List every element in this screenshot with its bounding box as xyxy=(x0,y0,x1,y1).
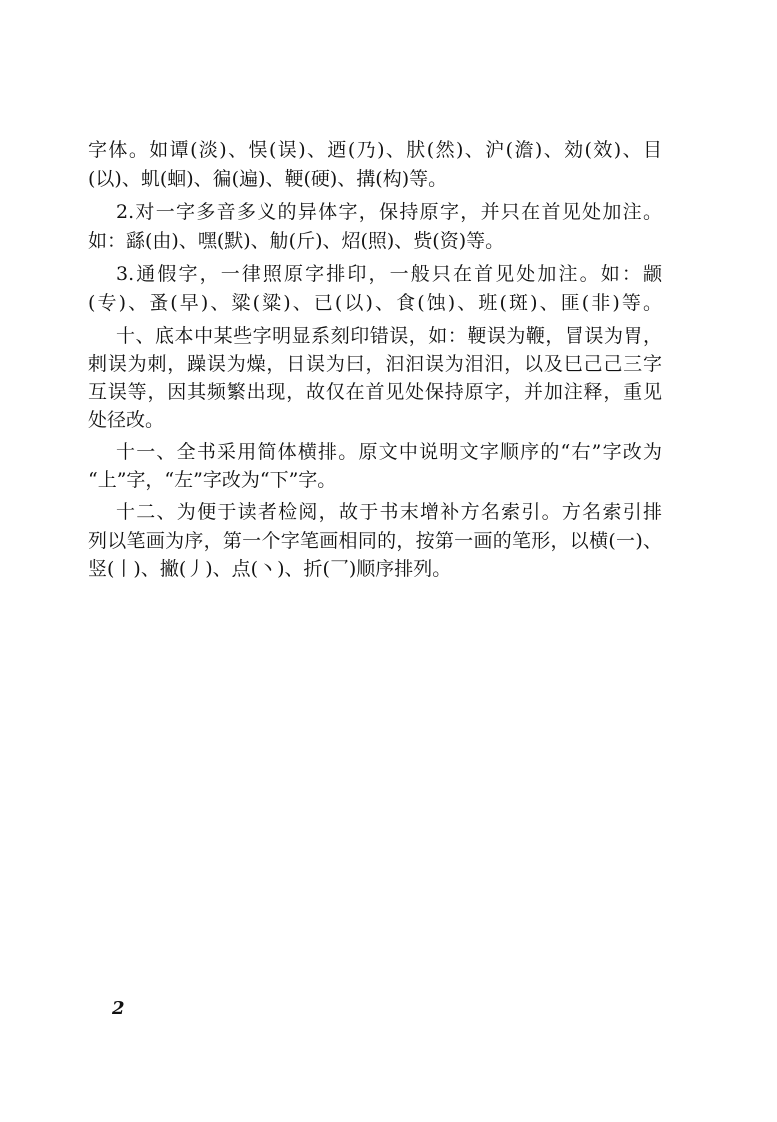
text-line: 处径改。 xyxy=(88,409,165,431)
text-line: “上”字，“左”字改为“下”字。 xyxy=(88,469,337,491)
text-line: (以)、虮(蛔)、徧(遍)、鞕(硬)、搆(构)等。 xyxy=(88,168,448,190)
text-line: 字体。如谭(淡)、悮(误)、迺(乃)、肰(然)、沪(澹)、効(效)、目 xyxy=(88,139,662,161)
text-line: 十一、全书采用简体横排。原文中说明文字顺序的“右”字改为 xyxy=(116,441,662,463)
text-line: 列以笔画为序，第一个字笔画相同的，按第一画的笔形，以横(一)、 xyxy=(88,530,662,552)
text-line: 互误等，因其频繁出现，故仅在首见处保持原字，并加注释，重见 xyxy=(88,381,662,403)
text-line: 十、底本中某些字明显系刻印错误，如：鞕误为鞭，冒误为胃， xyxy=(116,325,662,347)
text-line: 剌误为刺，躁误为燥，日误为曰，汩汩误为泪汨，以及巳己己三字 xyxy=(88,353,662,375)
text-line: 3.通假字，一律照原字排印，一般只在首见处加注。如：颛 xyxy=(116,263,662,285)
text-line: (专)、蚤(早)、粱(粱)、已(以)、食(蚀)、班(斑)、匪(非)等。 xyxy=(88,292,662,314)
text-line: 2.对一字多音多义的异体字，保持原字，并只在首见处加注。 xyxy=(116,201,662,223)
page-number: 2 xyxy=(112,998,125,1019)
text-line: 竖(丨)、撇(丿)、点(丶)、折(乛)顺序排列。 xyxy=(88,558,452,580)
text-line: 如：繇(由)、嘿(默)、觔(斤)、炤(照)、赀(资)等。 xyxy=(88,230,505,252)
text-line: 十二、为便于读者检阅，故于书末增补方名索引。方名索引排 xyxy=(116,501,662,523)
